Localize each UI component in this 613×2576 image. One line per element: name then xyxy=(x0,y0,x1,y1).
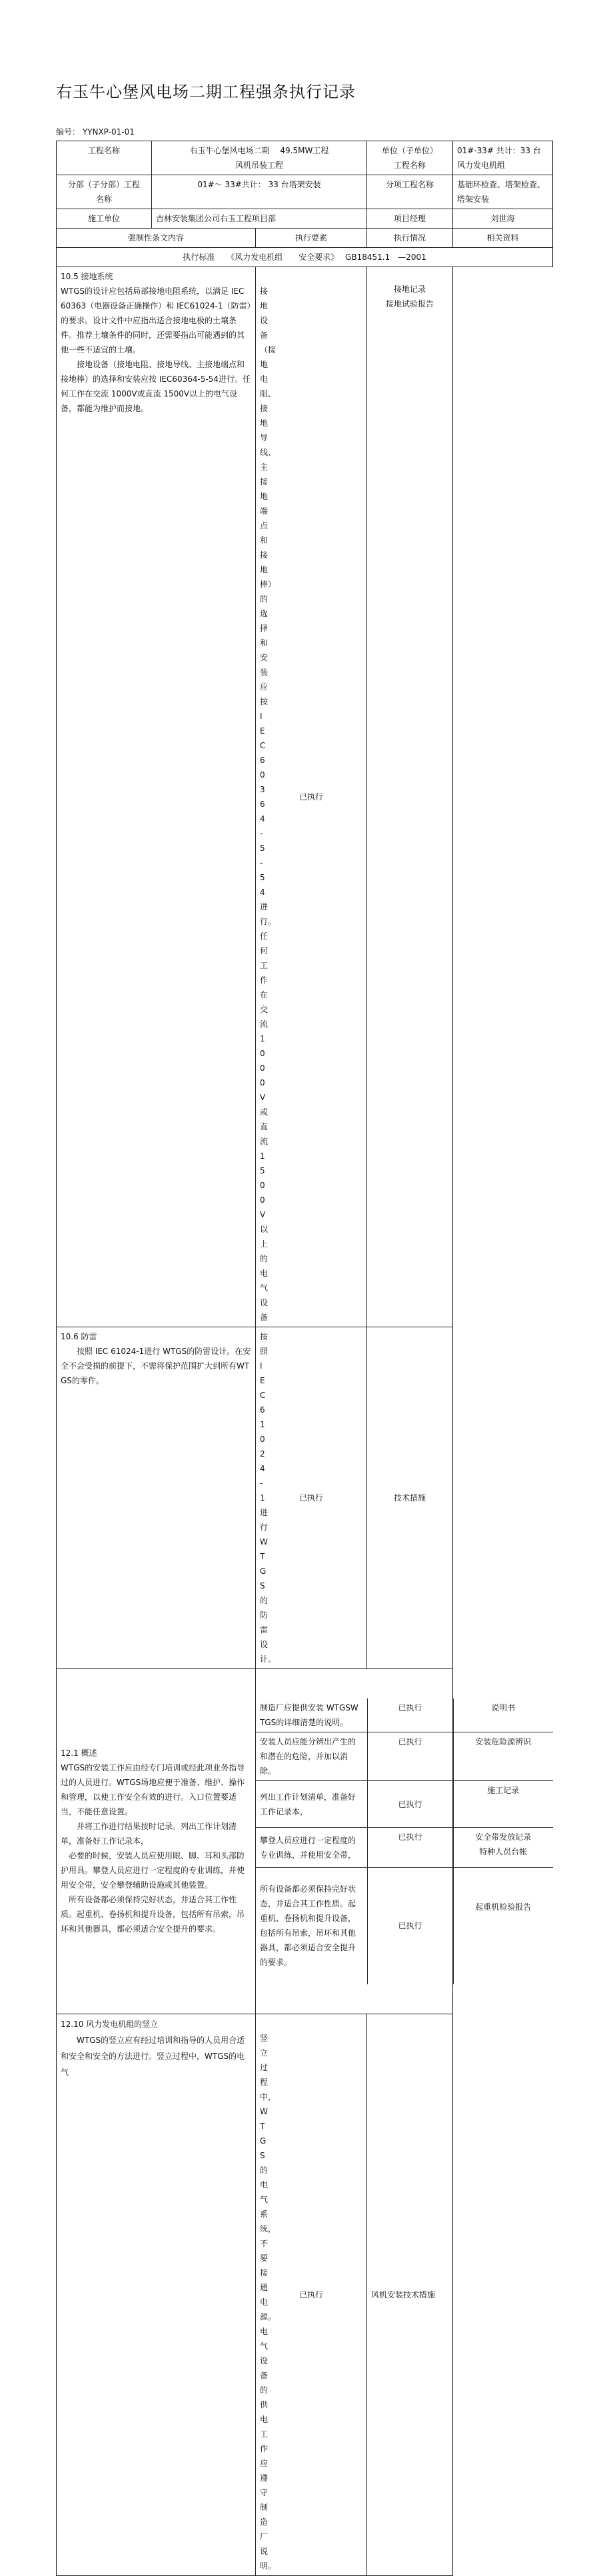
row-contractor xyxy=(57,209,553,229)
row-column-headers xyxy=(57,229,553,248)
contractor-label: 施工单位 xyxy=(57,209,152,229)
row-overview xyxy=(57,1669,553,2014)
grounding-content: 10.5 接地系统 WTGS的设计应包括局部接地电阻系统，以满足 IEC 60363（电器设备正确操作）和 IEC61024-1（防雷）的要求。设计文件中应指出适合接地电极的土壤条件。推荐土壤条件的同时，还需要指出可能遇到的其他一些不适宜的土壤。 接地设备（接地电阻、接地导线、主接地端点和接地棒）的选择和安装应按 IEC60364-5-54进行。任何工作在交流 1000V或直流 1500V以上的电气设备，都能为维护而接地。 xyxy=(57,267,256,1327)
overview-docs-1: 说明书 xyxy=(453,1698,553,1732)
page-title: 右玉牛心堡风电场二期工程强条执行记录 xyxy=(56,83,356,101)
contractor-value: 吉林安装集团公司右玉工程项目部 xyxy=(152,209,367,229)
lightning-status: 已执行 xyxy=(256,1327,367,1669)
overview-status-4: 已执行 xyxy=(367,1828,453,1868)
col-header-docs: 相关资料 xyxy=(453,229,553,248)
row-grounding: 10.5 接地系统 WTGS的设计应包括局部接地电阻系统，以满足 IEC 60363（电器设备正确操作）和 IEC61024-1（防雷）的要求。设计文件中应指出适合接地电极的土壤条件。推荐土壤条件的同时，还需要指出可能遇到的其他一些不适宜的土壤。 接地设备（接地电阻、接地导线、主接地端点和接地棒）的选择和安装应按 IEC60364-5-54进行。任何工作在交流 1000V或直流 1500V以上的电气设备，都能为维护而接地。 接地设备（接地电阻、接地导线、主接地端点和接地棒）的选择和安装应按 IEC 60364-5-54进行。任何工作在交流 1000V或直流 1500V以上的电气设备 已执行 接地记录 接地试验报告 xyxy=(57,267,553,1327)
record-table xyxy=(56,141,553,2576)
row-lightning: 10.6 防雷 按照 IEC 61024-1进行 WTGS的防雷设计。在安全不会受损的前提下，不需将保护范围扩大到所有WTGS的零件。 按照 IEC 61024-1进行 WTGS的防雷设计。 已执行 技术措施 xyxy=(57,1327,553,1669)
col-header-content: 强制性条文内容 xyxy=(57,229,256,248)
sub-label: 分部（子分部）工程 名称 xyxy=(57,175,152,209)
overview-docs-2: 安装危险源辨识 xyxy=(453,1732,553,1781)
overview-status-5: 已执行 xyxy=(367,1868,453,1984)
overview-status-1: 已执行 xyxy=(367,1698,453,1732)
overview-essentials-1: 制造厂应提供安装 WTGSWTGS的详细清楚的说明。 xyxy=(256,1698,367,1732)
overview-docs-4: 安全带发放记录 特种人员台帐 xyxy=(453,1828,553,1868)
unit-value: 01#-33# 共计：33 台风力发电机组 xyxy=(453,141,553,175)
grounding-docs: 接地记录 接地试验报告 xyxy=(367,267,453,1327)
overview-status-3: 已执行 xyxy=(367,1781,453,1828)
row-erection: 12.10 风力发电机组的竖立 WTGS的竖立应有经过培训和指导的人员用合适和安全和安全的方法进行。竖立过程中，WTGS的电气 竖立过程中，WTGS的电气系统，不要接通电源。电气设备的供电工作应遵守制造厂说明。 已执行 风机安装技术措施 xyxy=(57,2014,553,2575)
col-header-essentials: 执行要素 xyxy=(256,229,367,248)
overview-docs-5: 起重机检验报告 xyxy=(475,1902,532,1912)
erection-docs: 风机安装技术措施 xyxy=(367,2014,453,2575)
overview-essentials-3: 列出工作计划清单，准备好工作记录本， xyxy=(256,1781,367,1828)
col-header-status: 执行情况 xyxy=(367,229,453,248)
pm-label: 项目经理 xyxy=(367,209,453,229)
project-name-value: 右玉牛心堡风电场二期 49.5MW工程 风机吊装工程 xyxy=(152,141,367,175)
lightning-docs: 技术措施 xyxy=(367,1327,453,1669)
row-subdivision xyxy=(57,175,553,209)
overview-essentials-5: 所有设备都必须保持完好状态，并适合其工作性质。起重机、卷扬机和提升设备，包括所有吊索，吊环和其他器具，都必须适合安全提升的要求。 xyxy=(256,1868,367,1984)
overview-essentials-2: 安装人员应能分辨出产生的和潜在的危险，并加以消除。 xyxy=(256,1732,367,1781)
overview-status-2: 已执行 xyxy=(367,1732,453,1781)
item-value: 基础环检查、塔架检查、塔架安装 xyxy=(453,175,553,209)
erection-content: 12.10 风力发电机组的竖立 WTGS的竖立应有经过培训和指导的人员用合适和安全和安全的方法进行。竖立过程中，WTGS的电气 xyxy=(57,2014,256,2575)
item-label: 分项工程名称 xyxy=(367,175,453,209)
sub-value: 01#～ 33#共计： 33 台塔架安装 xyxy=(152,175,367,209)
grounding-status: 已执行 xyxy=(256,267,367,1327)
overview-essentials-4: 攀登人员应进行一定程度的专业训练，并使用安全带， xyxy=(256,1828,367,1868)
overview-content: 12.1 概述 WTGS的安装工作应由经专门培训或经此项业务指导过的人员进行。WTGS场地应便于准备、维护、操作和管理，以使工作安全有效的进行。入口位置要适当，不能任意设置。 并将工作进行结果按时记录。列出工作计划清单，准备好工作记录本， 必要的时候，安装人员应使用眼、脚、耳和头部防护用具。攀登人员应进行一定程度的专业训练，并使用安全带，安全攀登辅助设施或其他装置。 所有设备都必须保持完好状态，并适合其工作性质。起重机、卷扬机和提升设备，包括所有吊索，吊环和其他器具，都必须适合安全提升的要求。 xyxy=(57,1669,256,2014)
row-project xyxy=(57,141,553,175)
row-standard xyxy=(57,248,553,267)
overview-docs-3: 施工记录 xyxy=(453,1781,553,1828)
lightning-content: 10.6 防雷 按照 IEC 61024-1进行 WTGS的防雷设计。在安全不会受损的前提下，不需将保护范围扩大到所有WTGS的零件。 xyxy=(57,1327,256,1669)
unit-label: 单位（子单位） 工程名称 xyxy=(367,141,453,175)
standard-line: 执行标准 《风力发电机组 安全要求》 GB18451.1 —2001 xyxy=(57,248,553,267)
project-name-label: 工程名称 xyxy=(57,141,152,175)
pm-value: 刘世海 xyxy=(453,209,553,229)
overview-subrows xyxy=(256,1669,532,2014)
erection-status: 已执行 xyxy=(256,2014,367,2575)
document-number: 编号： YYNXP-01-01 xyxy=(56,127,135,137)
